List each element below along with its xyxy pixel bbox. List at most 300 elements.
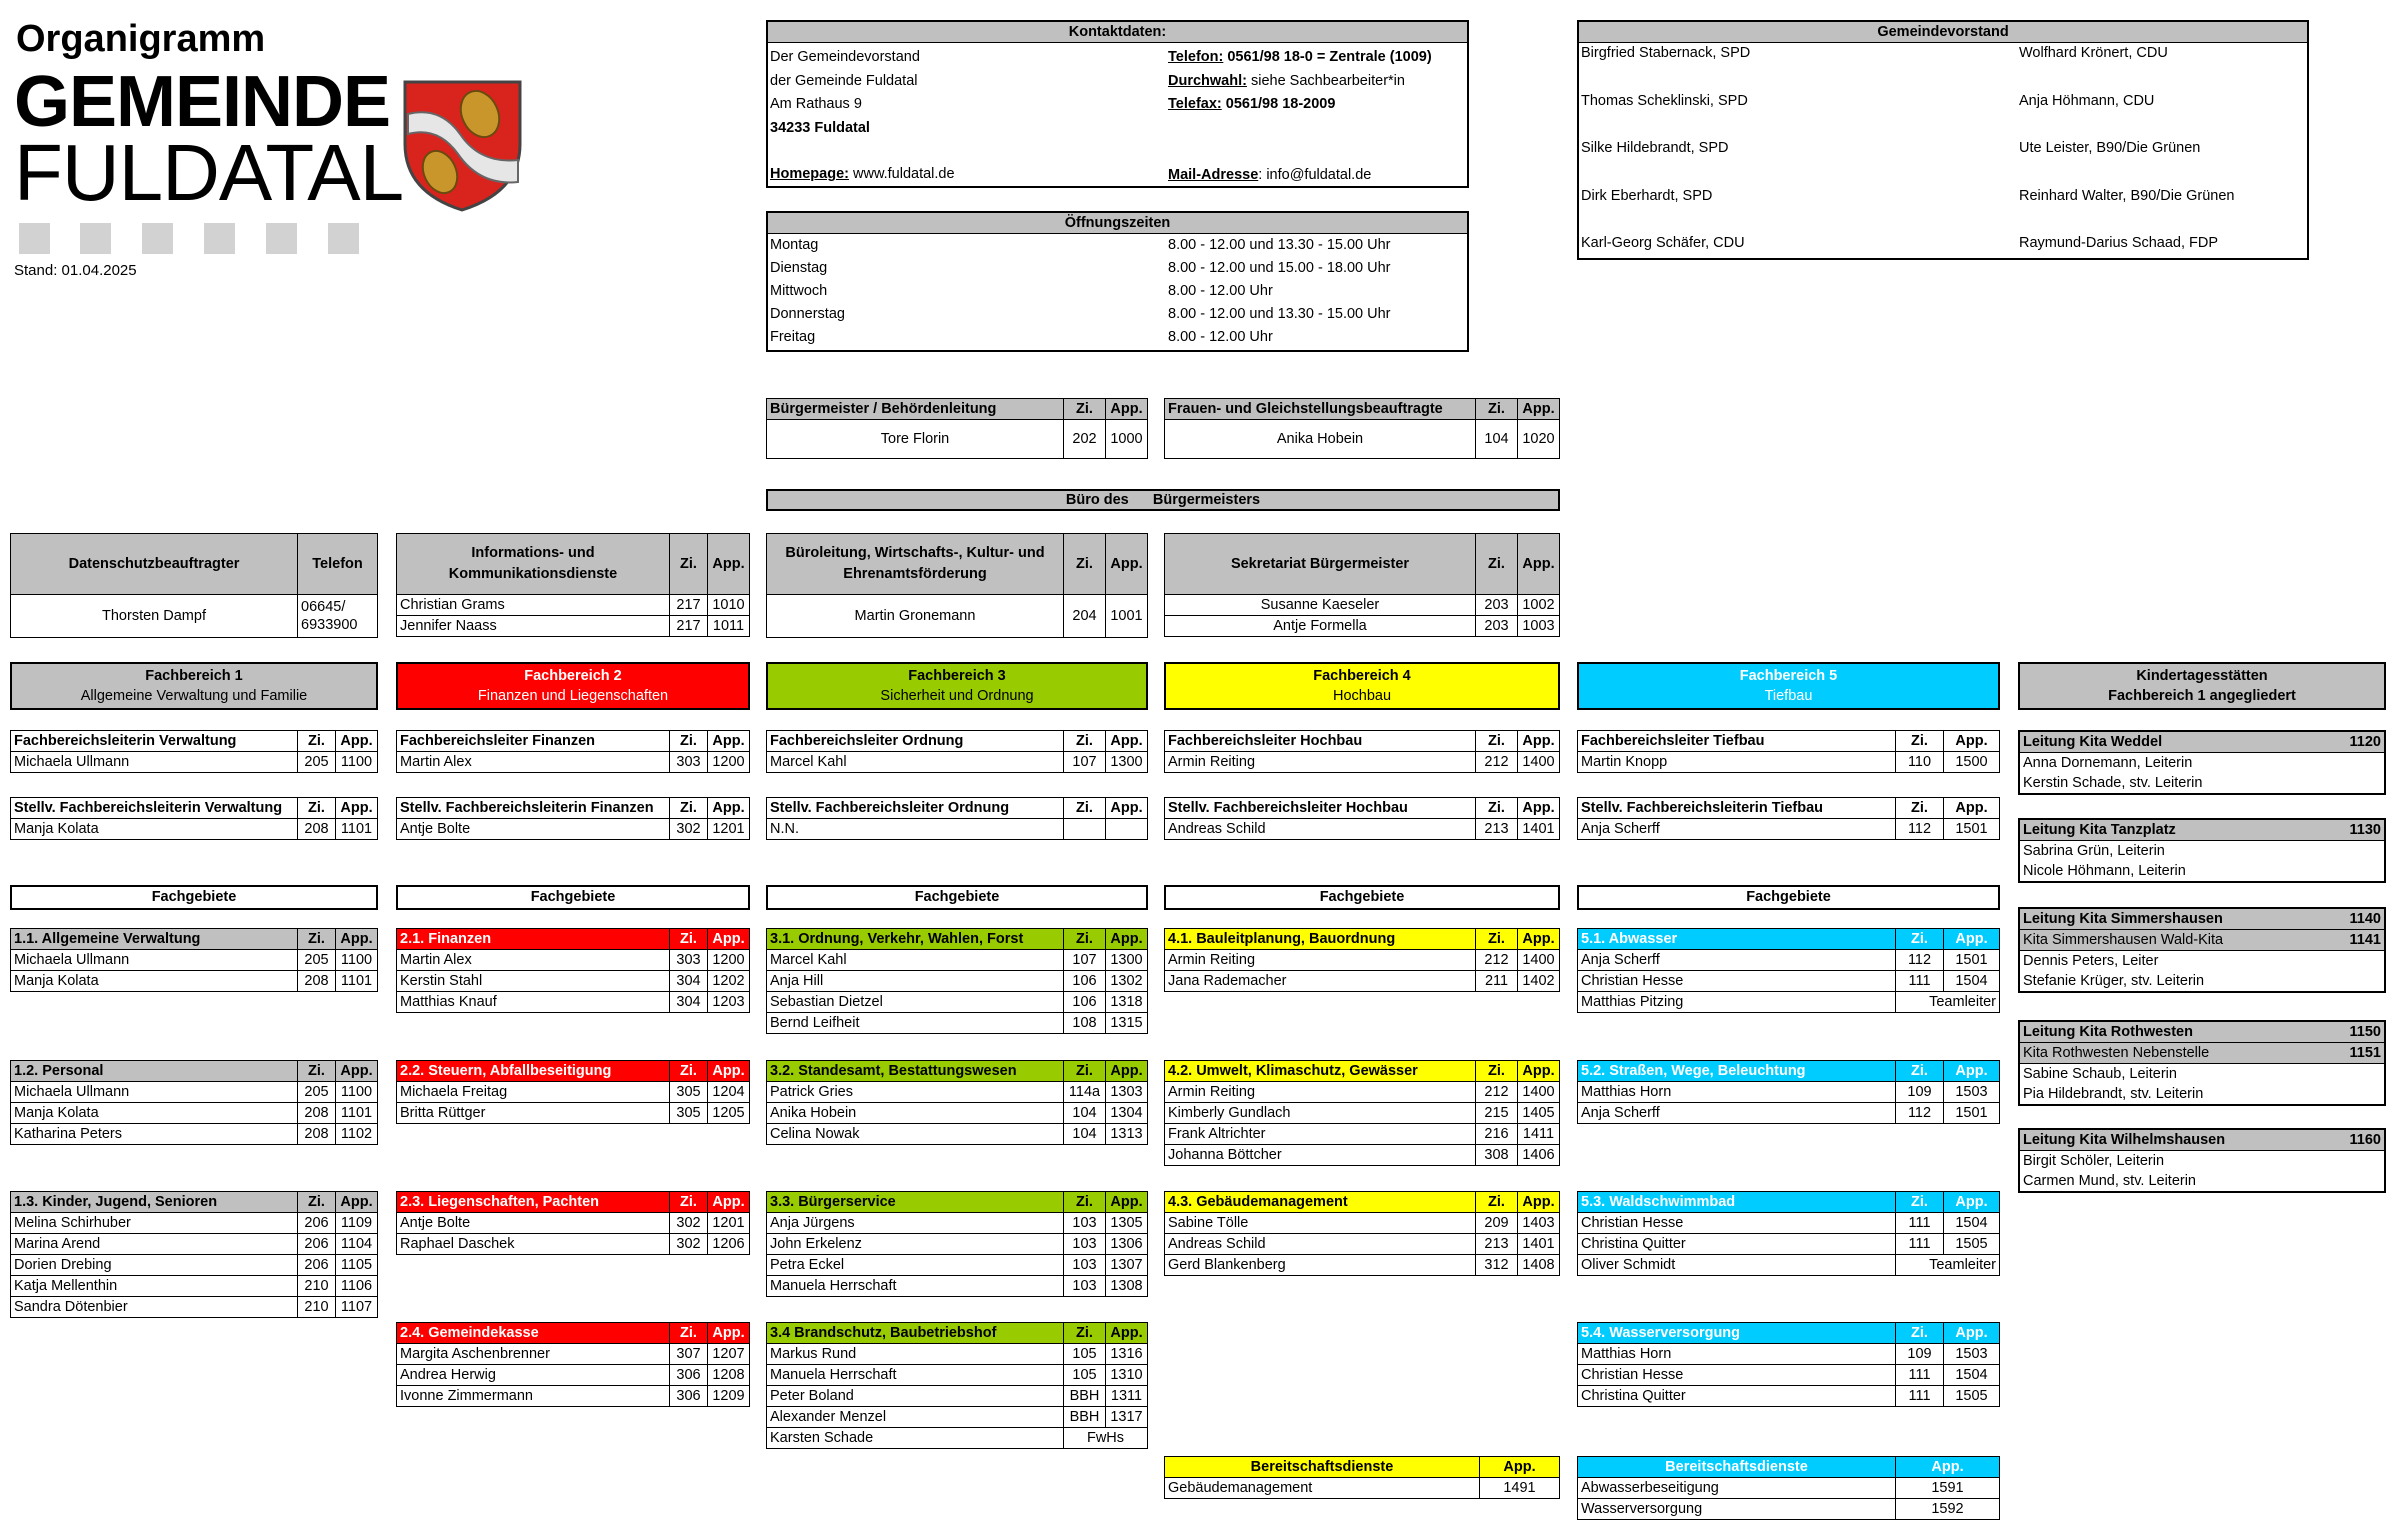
header-title: 1.3. Kinder, Jugend, Senioren bbox=[11, 1192, 298, 1213]
fachgebiet-inner bbox=[766, 1191, 1148, 1297]
header-title: Frauen- und Gleichstellungsbeauftragte bbox=[1165, 399, 1476, 420]
hours: 8.00 - 12.00 und 13.30 - 15.00 Uhr bbox=[1168, 237, 1391, 253]
header-cell: Zi. bbox=[298, 1061, 336, 1082]
telefax-value: 0561/98 18-2009 bbox=[1225, 96, 1336, 112]
phone-extension: 1403 bbox=[1518, 1213, 1560, 1234]
weekday: Dienstag bbox=[770, 260, 828, 276]
room-number: 205 bbox=[298, 950, 336, 971]
datenschutz-inner bbox=[10, 533, 378, 638]
header-cell: App. bbox=[1518, 929, 1560, 950]
kita-header-row bbox=[2019, 1043, 2385, 1064]
fachbereich-2-header bbox=[396, 662, 750, 710]
table-row bbox=[1578, 1386, 2000, 1407]
kita-staff: Anna Dornemann, Leiterin bbox=[2023, 754, 2193, 771]
address-line: 34233 Fuldatal bbox=[770, 119, 870, 136]
phone-extension: 1400 bbox=[1518, 950, 1560, 971]
fachbereich-subtitle: Sicherheit und Ordnung bbox=[880, 688, 1034, 704]
room-number: 208 bbox=[298, 819, 336, 840]
room-number: 206 bbox=[298, 1213, 336, 1234]
stellv-table bbox=[10, 797, 378, 840]
header-cell: Zi. bbox=[298, 1192, 336, 1213]
room-number: 305 bbox=[670, 1082, 708, 1103]
room-number: BBH bbox=[1064, 1386, 1106, 1407]
header-title: Bürgermeister / Behördenleitung bbox=[767, 399, 1064, 420]
room-number: 111 bbox=[1896, 1365, 1944, 1386]
header-cell: App. bbox=[708, 534, 750, 595]
phone-extension: 1200 bbox=[708, 950, 750, 971]
fachgebiet-table bbox=[10, 1060, 378, 1145]
fachgebiet-table bbox=[396, 1322, 750, 1407]
person-name: Martin Alex bbox=[397, 752, 670, 773]
phone-extension: 1316 bbox=[1106, 1344, 1148, 1365]
table-header-row bbox=[1578, 929, 2000, 950]
fachgebiet-table bbox=[766, 1322, 1148, 1449]
header-cell: App. bbox=[1106, 798, 1148, 819]
kita-name: Leitung Kita Simmershausen bbox=[2019, 908, 2325, 930]
phone-extension: 1205 bbox=[708, 1103, 750, 1124]
table-row bbox=[2019, 753, 2385, 774]
header-cell: App. bbox=[1518, 731, 1560, 752]
room-number: 212 bbox=[1476, 1082, 1518, 1103]
person-name: Bernd Leifheit bbox=[767, 1013, 1064, 1034]
room-number: 213 bbox=[1476, 1234, 1518, 1255]
table-row bbox=[2019, 971, 2385, 992]
table-row bbox=[767, 1103, 1148, 1124]
header-cell: App. bbox=[1518, 1192, 1560, 1213]
fachgebiet-inner bbox=[396, 1060, 750, 1124]
fachbereich-title: Fachbereich 4 bbox=[1313, 668, 1411, 684]
header-cell: App. bbox=[336, 1192, 378, 1213]
fachgebiet-inner bbox=[1577, 1060, 2000, 1124]
kontakt-address bbox=[770, 46, 955, 187]
person-name: Anja Hill bbox=[767, 971, 1064, 992]
table-row bbox=[1165, 1478, 1560, 1499]
vorstand-member: Wolfhard Krönert, CDU bbox=[2019, 45, 2168, 61]
header-cell: Zi. bbox=[1476, 534, 1518, 595]
header-cell: App. bbox=[1944, 1061, 2000, 1082]
table-header-row bbox=[1165, 731, 1560, 752]
header-cell: App. bbox=[708, 1061, 750, 1082]
person-name: Ivonne Zimmermann bbox=[397, 1386, 670, 1407]
vorstand-member: Dirk Eberhardt, SPD bbox=[1581, 187, 1713, 204]
fachgebiet-inner bbox=[396, 928, 750, 1013]
person-name: Christian Hesse bbox=[1578, 1213, 1896, 1234]
header-cell: App. bbox=[1106, 1061, 1148, 1082]
table-row bbox=[11, 1255, 378, 1276]
kita-name: Kita Simmershausen Wald-Kita bbox=[2019, 930, 2325, 951]
fachbereich-5-header bbox=[1577, 662, 2000, 710]
kita-header-row bbox=[2019, 908, 2385, 930]
fachgebiet-inner bbox=[10, 1191, 378, 1318]
fachgebiete-label: Fachgebiete bbox=[396, 885, 750, 910]
room-number: 217 bbox=[670, 616, 708, 637]
kita-table bbox=[2018, 818, 2386, 883]
buero-title bbox=[766, 489, 1560, 511]
person-name: Antje Bolte bbox=[397, 1213, 670, 1234]
room-number: 109 bbox=[1896, 1344, 1944, 1365]
table-row bbox=[1165, 1124, 1560, 1145]
vorstand-member: Silke Hildebrandt, SPD bbox=[1581, 140, 1729, 156]
phone-extension: 1100 bbox=[336, 752, 378, 773]
table-header-row bbox=[767, 534, 1148, 595]
table-row bbox=[11, 1082, 378, 1103]
table-header-row bbox=[1165, 1061, 1560, 1082]
table-row bbox=[767, 1213, 1148, 1234]
room-number: 211 bbox=[1476, 971, 1518, 992]
gemeindevorstand-title: Gemeindevorstand bbox=[1579, 22, 2307, 43]
table-header-row bbox=[397, 798, 750, 819]
header-cell: Telefon bbox=[298, 534, 378, 595]
phone-extension: 1201 bbox=[708, 1213, 750, 1234]
vorstand-member: Birgfried Stabernack, SPD bbox=[1581, 45, 1751, 61]
person-name: Matthias Knauf bbox=[397, 992, 670, 1013]
kita-header-row bbox=[2019, 819, 2385, 841]
table-row bbox=[11, 1124, 378, 1145]
homepage-link[interactable]: www.fuldatal.de bbox=[853, 166, 955, 182]
kita-table bbox=[2018, 1128, 2386, 1193]
kita-inner bbox=[2018, 1020, 2386, 1106]
table-row bbox=[1578, 1365, 2000, 1386]
person-name: Sabine Tölle bbox=[1165, 1213, 1476, 1234]
table-row bbox=[1165, 1145, 1560, 1166]
fachgebiet-table bbox=[10, 928, 378, 992]
header-title: Stellv. Fachbereichsleiterin Tiefbau bbox=[1578, 798, 1896, 819]
stellvertretung bbox=[1164, 797, 1560, 840]
phone-extension: 1402 bbox=[1518, 971, 1560, 992]
person-name: Michaela Ullmann bbox=[11, 752, 298, 773]
header-cell: Zi. bbox=[1064, 1192, 1106, 1213]
fachbereichsleitung bbox=[396, 730, 750, 773]
phone-extension: 1400 bbox=[1518, 752, 1560, 773]
table-row bbox=[397, 950, 750, 971]
vorstand-row bbox=[1579, 186, 2307, 234]
header-cell: App. bbox=[708, 929, 750, 950]
phone-extension: 1408 bbox=[1518, 1255, 1560, 1276]
vorstand-row bbox=[1579, 138, 2307, 186]
table-row bbox=[11, 1234, 378, 1255]
bueroleitung-inner bbox=[766, 533, 1148, 638]
table-header-row bbox=[397, 1192, 750, 1213]
homepage-label: Homepage: bbox=[770, 166, 849, 182]
phone-extension: 1505 bbox=[1944, 1234, 2000, 1255]
table-row bbox=[1165, 971, 1560, 992]
kita-inner bbox=[2018, 1128, 2386, 1193]
header-title: 5.2. Straßen, Wege, Beleuchtung bbox=[1578, 1061, 1896, 1082]
table-header-row bbox=[11, 929, 378, 950]
coat-of-arms-icon bbox=[400, 74, 525, 214]
person-name: Matthias Pitzing bbox=[1578, 992, 1896, 1013]
fachgebiet-inner bbox=[766, 1322, 1148, 1449]
table-row bbox=[767, 1386, 1148, 1407]
table-row bbox=[397, 1234, 750, 1255]
header-cell: App. bbox=[1944, 731, 2000, 752]
header-title: 3.4 Brandschutz, Baubetriebshof bbox=[767, 1323, 1064, 1344]
bereitschaftsdienste-table bbox=[1577, 1456, 2000, 1520]
table-row bbox=[11, 1297, 378, 1318]
weekday: Mittwoch bbox=[770, 283, 828, 299]
header-title: 3.2. Standesamt, Bestattungswesen bbox=[767, 1061, 1064, 1082]
person-name: N.N. bbox=[767, 819, 1064, 840]
header-title: 4.1. Bauleitplanung, Bauordnung bbox=[1165, 929, 1476, 950]
weekday: Montag bbox=[770, 237, 819, 253]
kita-header-row bbox=[2019, 930, 2385, 951]
phone-extension: 1304 bbox=[1106, 1103, 1148, 1124]
table-row bbox=[1578, 819, 2000, 840]
phone-extension: 1206 bbox=[708, 1234, 750, 1255]
room-number: 215 bbox=[1476, 1103, 1518, 1124]
bueroleitung-table bbox=[766, 533, 1148, 638]
fachgebiet-inner bbox=[766, 1060, 1148, 1145]
phone-extension: 1401 bbox=[1518, 1234, 1560, 1255]
person-name: Anja Scherff bbox=[1578, 1103, 1896, 1124]
header-cell: Zi. bbox=[1064, 399, 1106, 420]
table-row bbox=[11, 752, 378, 773]
room-number: 208 bbox=[298, 1124, 336, 1145]
phone-extension: 1203 bbox=[708, 992, 750, 1013]
fachbereichsleitung bbox=[766, 730, 1148, 773]
header-title: 2.4. Gemeindekasse bbox=[397, 1323, 670, 1344]
kita-inner bbox=[2018, 907, 2386, 993]
room-number: Teamleiter bbox=[1896, 1255, 2000, 1276]
table-row bbox=[2019, 1151, 2385, 1172]
person-name: Martin Gronemann bbox=[767, 595, 1064, 638]
fachgebiete-label: Fachgebiete bbox=[766, 885, 1148, 910]
table-row bbox=[2019, 1064, 2385, 1085]
table-row bbox=[1578, 1255, 2000, 1276]
header-title: Bereitschaftsdienste bbox=[1578, 1457, 1896, 1478]
table-header-row bbox=[767, 731, 1148, 752]
person-name: Jana Rademacher bbox=[1165, 971, 1476, 992]
header-cell: App. bbox=[1518, 798, 1560, 819]
header-cell: App. bbox=[1944, 798, 2000, 819]
person-name: Christian Hesse bbox=[1578, 971, 1896, 992]
phone-extension: 1109 bbox=[336, 1213, 378, 1234]
table-header-row bbox=[767, 1061, 1148, 1082]
table-row bbox=[1165, 819, 1560, 840]
header-cell: Zi. bbox=[1896, 731, 1944, 752]
room-number: 107 bbox=[1064, 752, 1106, 773]
person-name: Christian Hesse bbox=[1578, 1365, 1896, 1386]
fachgebiete-label: Fachgebiete bbox=[1577, 885, 2000, 910]
header-title: 1.2. Personal bbox=[11, 1061, 298, 1082]
fachgebiet-inner bbox=[1164, 1191, 1560, 1276]
vorstand-row bbox=[1579, 233, 2307, 281]
header-title: 2.3. Liegenschaften, Pachten bbox=[397, 1192, 670, 1213]
header-title: 5.4. Wasserversorgung bbox=[1578, 1323, 1896, 1344]
room-number: 205 bbox=[298, 1082, 336, 1103]
phone-extension: 1503 bbox=[1944, 1344, 2000, 1365]
room-number: 103 bbox=[1064, 1255, 1106, 1276]
person-name: Margita Aschenbrenner bbox=[397, 1344, 670, 1365]
header-title: 3.1. Ordnung, Verkehr, Wahlen, Forst bbox=[767, 929, 1064, 950]
table-header-row bbox=[1165, 929, 1560, 950]
address-line: der Gemeinde Fuldatal bbox=[770, 72, 918, 89]
header-cell: App. bbox=[1518, 534, 1560, 595]
table-header-row bbox=[1578, 1457, 2000, 1478]
header-title: Büroleitung, Wirtschafts-, Kultur- und Ehrenamtsförderung bbox=[767, 534, 1064, 595]
phone-extension: 1318 bbox=[1106, 992, 1148, 1013]
leiter-table bbox=[1577, 730, 2000, 773]
header-title: 3.3. Bürgerservice bbox=[767, 1192, 1064, 1213]
kita-extension: 1160 bbox=[2325, 1129, 2385, 1151]
room-number: 305 bbox=[670, 1103, 708, 1124]
room-number: 108 bbox=[1064, 1013, 1106, 1034]
room-number: 111 bbox=[1896, 1386, 1944, 1407]
header-cell: App. bbox=[1106, 731, 1148, 752]
phone-extension: 1504 bbox=[1944, 1365, 2000, 1386]
room-number: 216 bbox=[1476, 1124, 1518, 1145]
table-header-row bbox=[397, 1323, 750, 1344]
person-name: Manja Kolata bbox=[11, 971, 298, 992]
header-title: Stellv. Fachbereichsleiterin Verwaltung bbox=[11, 798, 298, 819]
stellvertretung bbox=[766, 797, 1148, 840]
header-cell: App. bbox=[1480, 1457, 1560, 1478]
table-header-row bbox=[767, 798, 1148, 819]
phone-extension: 1100 bbox=[336, 1082, 378, 1103]
phone-extension: 1305 bbox=[1106, 1213, 1148, 1234]
phone-extension: 1501 bbox=[1944, 1103, 2000, 1124]
header-title: Fachbereichsleiterin Verwaltung bbox=[11, 731, 298, 752]
table-row bbox=[11, 971, 378, 992]
person-name: Christina Quitter bbox=[1578, 1386, 1896, 1407]
room-number: 112 bbox=[1896, 1103, 1944, 1124]
address-line: Am Rathaus 9 bbox=[770, 96, 862, 112]
person-name: Andreas Schild bbox=[1165, 819, 1476, 840]
table-row bbox=[2019, 951, 2385, 972]
kita-staff: Stefanie Krüger, stv. Leiterin bbox=[2023, 972, 2205, 989]
table-row bbox=[1165, 752, 1560, 773]
phone-extension: 1104 bbox=[336, 1234, 378, 1255]
table-header-row bbox=[1165, 399, 1560, 420]
room-number: 208 bbox=[298, 971, 336, 992]
fachbereichsleitung bbox=[1577, 730, 2000, 773]
person-name: Frank Altrichter bbox=[1165, 1124, 1476, 1145]
table-row bbox=[11, 1213, 378, 1234]
room-number: 206 bbox=[298, 1255, 336, 1276]
header-cell: Zi. bbox=[1064, 731, 1106, 752]
header-title: 4.3. Gebäudemanagement bbox=[1165, 1192, 1476, 1213]
fachgebiet-table bbox=[1164, 1191, 1560, 1276]
table-row bbox=[11, 1276, 378, 1297]
phone-extension: 1308 bbox=[1106, 1276, 1148, 1297]
kita-table bbox=[2018, 730, 2386, 795]
phone-extension: 1411 bbox=[1518, 1124, 1560, 1145]
iuk-table bbox=[396, 533, 750, 637]
fachbereich-title: Fachbereich 1 bbox=[145, 668, 243, 684]
leiter-table bbox=[766, 730, 1148, 773]
header-title: 1.1. Allgemeine Verwaltung bbox=[11, 929, 298, 950]
phone-extension: 1310 bbox=[1106, 1365, 1148, 1386]
person-name: Anika Hobein bbox=[1165, 420, 1476, 459]
room-number: 203 bbox=[1476, 616, 1518, 637]
sekretariat-inner bbox=[1164, 533, 1560, 637]
fachgebiet-inner bbox=[1164, 928, 1560, 992]
person-name: Patrick Gries bbox=[767, 1082, 1064, 1103]
phone-extension: 1002 bbox=[1518, 595, 1560, 616]
header-title: Fachbereichsleiter Tiefbau bbox=[1578, 731, 1896, 752]
phone-extension: 1102 bbox=[336, 1124, 378, 1145]
person-name: Michaela Freitag bbox=[397, 1082, 670, 1103]
table-header-row bbox=[1578, 1192, 2000, 1213]
table-row bbox=[397, 1386, 750, 1407]
table-row bbox=[397, 819, 750, 840]
table-row bbox=[1165, 1082, 1560, 1103]
table-header-row bbox=[11, 731, 378, 752]
header-title: 5.3. Waldschwimmbad bbox=[1578, 1192, 1896, 1213]
fachgebiet-table bbox=[766, 1191, 1148, 1297]
phone-extension: 1317 bbox=[1106, 1407, 1148, 1428]
phone-extension: 1105 bbox=[336, 1255, 378, 1276]
table-row bbox=[11, 1103, 378, 1124]
phone-extension: 1010 bbox=[708, 595, 750, 616]
fachbereich-1-header bbox=[10, 662, 378, 710]
room-number: BBH bbox=[1064, 1407, 1106, 1428]
room-number: 308 bbox=[1476, 1145, 1518, 1166]
mail-link[interactable]: : info@fuldatal.de bbox=[1258, 166, 1372, 183]
brand-line-2: FULDATAL bbox=[14, 128, 404, 217]
kita-staff: Birgit Schöler, Leiterin bbox=[2023, 1152, 2165, 1169]
person-name: Kimberly Gundlach bbox=[1165, 1103, 1476, 1124]
fachbereich-subtitle: Tiefbau bbox=[1764, 688, 1813, 704]
table-row bbox=[1165, 1234, 1560, 1255]
fachbereichsleitung bbox=[10, 730, 378, 773]
room-number: 212 bbox=[1476, 752, 1518, 773]
table-row bbox=[767, 595, 1148, 638]
table-row bbox=[1578, 752, 2000, 773]
header-title: Stellv. Fachbereichsleiter Hochbau bbox=[1165, 798, 1476, 819]
header-cell: Zi. bbox=[298, 731, 336, 752]
person-name: Matthias Horn bbox=[1578, 1082, 1896, 1103]
fachgebiet-table bbox=[1577, 1191, 2000, 1276]
gemeindevorstand-box bbox=[1577, 20, 2309, 260]
phone-extension: 1501 bbox=[1944, 819, 2000, 840]
table-row bbox=[767, 1365, 1148, 1386]
room-number: 112 bbox=[1896, 819, 1944, 840]
table-header-row bbox=[1165, 1457, 1560, 1478]
phone-extension: 1204 bbox=[708, 1082, 750, 1103]
room-number: 206 bbox=[298, 1234, 336, 1255]
phone-extension: 1100 bbox=[336, 950, 378, 971]
room-number: 104 bbox=[1064, 1124, 1106, 1145]
person-name: Armin Reiting bbox=[1165, 1082, 1476, 1103]
header-title: Fachbereichsleiter Ordnung bbox=[767, 731, 1064, 752]
phone-extension: 1101 bbox=[336, 1103, 378, 1124]
fachbereichsleitung bbox=[1164, 730, 1560, 773]
header-cell: Zi. bbox=[298, 929, 336, 950]
table-row bbox=[397, 1103, 750, 1124]
fachgebiet-table bbox=[1577, 1322, 2000, 1407]
table-row bbox=[767, 1234, 1148, 1255]
phone-extension: 1400 bbox=[1518, 1082, 1560, 1103]
person-name: Dorien Drebing bbox=[11, 1255, 298, 1276]
table-row bbox=[2019, 861, 2385, 882]
room-number: 210 bbox=[298, 1276, 336, 1297]
header-cell: App. bbox=[1106, 399, 1148, 420]
room-number: 306 bbox=[670, 1365, 708, 1386]
person-name: Katja Mellenthin bbox=[11, 1276, 298, 1297]
room-number: 302 bbox=[670, 1234, 708, 1255]
header-cell: App. bbox=[336, 1061, 378, 1082]
fachbereich-title: Fachbereich 5 bbox=[1739, 668, 1838, 684]
person-name: Raphael Daschek bbox=[397, 1234, 670, 1255]
table-row bbox=[767, 1428, 1148, 1449]
table-row bbox=[2019, 773, 2385, 794]
header-cell: Zi. bbox=[1896, 929, 1944, 950]
telefax-label: Telefax: bbox=[1168, 96, 1222, 112]
phone-extension: 1500 bbox=[1944, 752, 2000, 773]
fachgebiet-inner bbox=[396, 1191, 750, 1255]
phone-extension: 1107 bbox=[336, 1297, 378, 1318]
